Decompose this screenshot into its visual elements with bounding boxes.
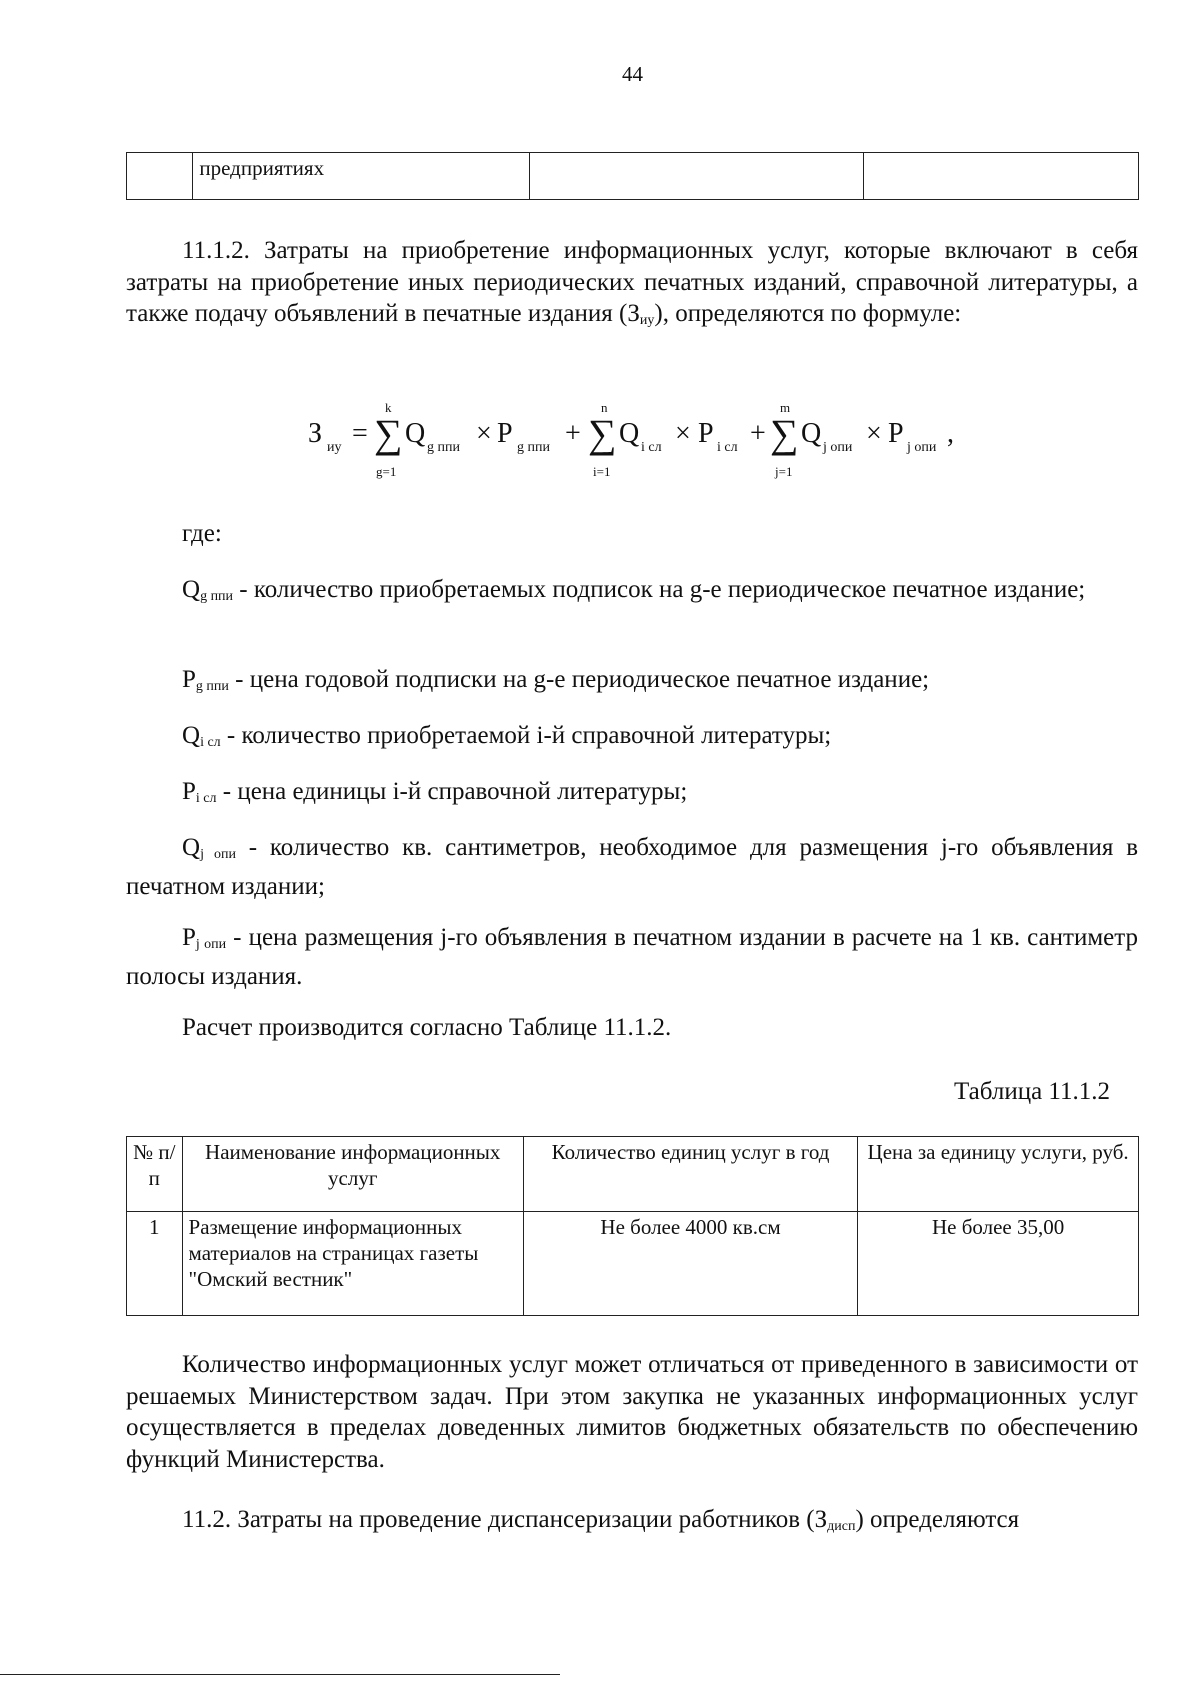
formula-q: Q <box>405 418 426 449</box>
header-cell: Цена за единицу услуги, руб. <box>858 1137 1139 1212</box>
formula-comma: , <box>947 418 954 449</box>
table-cell: Не более 4000 кв.см <box>523 1212 857 1316</box>
formula-p: P <box>698 418 714 449</box>
paragraph-quantity-note: Количество информационных услуг может отличаться от приведенного в зависимости от решаемых Министерством задач. При этом закупка не указанных информационных услуг осуществляется в пределах доведенных лимитов бюджетных обязательств по обеспечению функций Министерства. <box>126 1351 1138 1473</box>
sum-upper-limit: n <box>601 400 608 415</box>
symbol: P <box>182 778 196 805</box>
formula-p-sub: i сл <box>717 440 738 455</box>
formula-times: × <box>866 418 882 449</box>
table-cell: 1 <box>127 1212 183 1316</box>
cell-empty <box>127 153 193 200</box>
subscript: j опи <box>200 847 236 862</box>
sigma-symbol: ∑ <box>770 411 799 456</box>
symbol: P <box>182 924 196 951</box>
page-number: 44 <box>622 62 643 86</box>
definition-q-g <box>126 574 1138 613</box>
formula-plus: + <box>750 418 766 449</box>
calc-note: Расчет производится согласно Таблице 11.1.2. <box>182 1014 672 1041</box>
sum-upper-limit: k <box>385 400 392 415</box>
symbol: Q <box>182 722 201 749</box>
sum-lower-limit: j=1 <box>775 464 793 479</box>
table-cell: Не более 35,00 <box>858 1212 1139 1316</box>
formula-p-sub: g ппи <box>517 440 550 455</box>
sum-lower-limit: i=1 <box>593 464 611 479</box>
definition-p-i <box>182 776 687 814</box>
sigma-symbol: ∑ <box>588 411 617 456</box>
definition-q-i <box>182 720 831 758</box>
formula-p-sub: j опи <box>907 440 937 455</box>
paragraph-text: ), определяются по формуле: <box>654 300 962 327</box>
definition-text: - цена годовой подписки на g-е периодическое печатное издание; <box>228 666 930 693</box>
formula-q: Q <box>619 418 640 449</box>
symbol: Q <box>182 834 201 861</box>
definition-text: - количество приобретаемых подписок на g-е периодическое печатное издание; <box>233 576 1086 603</box>
sum-lower-limit: g=1 <box>376 464 397 479</box>
subscript: дисп <box>827 1519 856 1534</box>
subscript: j опи <box>195 937 227 952</box>
continuation-table <box>126 152 1139 200</box>
formula-q-sub: i сл <box>641 440 662 455</box>
symbol: P <box>182 666 196 693</box>
formula-plus: + <box>565 418 581 449</box>
header-cell: Количество единиц услуг в год <box>523 1137 857 1212</box>
formula-q: Q <box>801 418 822 449</box>
paragraph-text: ) определяются <box>855 1506 1020 1533</box>
sigma-symbol: ∑ <box>374 411 403 456</box>
cell-empty <box>863 153 1138 200</box>
subscript: g ппи <box>195 679 229 694</box>
cell-text: предприятиях <box>193 153 530 200</box>
definition-p-g <box>182 664 929 702</box>
formula-lhs: З <box>308 418 323 449</box>
definition-text: - цена размещения j-го объявления в печатном издании в расчете на 1 кв. сантиметр полосы издания. <box>126 924 1139 990</box>
formula-equals: = <box>352 418 368 449</box>
symbol: Q <box>182 576 201 603</box>
header-cell: Наименование информационных услуг <box>182 1137 523 1212</box>
subscript: иу <box>639 313 655 328</box>
formula-lhs-sub: иу <box>327 440 342 455</box>
bottom-divider <box>0 1674 560 1675</box>
header-cell: № п/п <box>127 1137 183 1212</box>
paragraph-text: 11.1.2. Затраты на приобретение информационных услуг, которые включают в себя затраты на приобретение иных периодических печатных изданий, справочной литературы, а также подачу объявлений в печатные издания (З <box>126 237 1138 327</box>
formula-times: × <box>476 418 492 449</box>
formula-q-sub: g ппи <box>427 440 460 455</box>
services-table <box>126 1136 1139 1316</box>
sum-upper-limit: m <box>780 400 791 415</box>
table-caption: Таблица 11.1.2 <box>954 1078 1110 1105</box>
table-row <box>127 1212 1139 1316</box>
formula-q-sub: j опи <box>823 440 853 455</box>
cell-empty <box>530 153 863 200</box>
subscript: i сл <box>200 735 221 750</box>
definition-text: - количество приобретаемой i-й справочной литературы; <box>220 722 832 749</box>
definition-text: - количество кв. сантиметров, необходимое для размещения j-го объявления в печатном издании; <box>126 834 1139 900</box>
paragraph-11-2 <box>126 1504 1138 1543</box>
subscript: i сл <box>195 791 217 806</box>
paragraph-11-1-2 <box>126 235 1138 337</box>
paragraph-text: 11.2. Затраты на проведение диспансеризации работников (З <box>182 1506 828 1533</box>
definition-q-j <box>126 832 1138 902</box>
formula-p: P <box>497 418 513 449</box>
formula-times: × <box>675 418 691 449</box>
definition-text: - цена единицы i-й справочной литературы; <box>216 778 688 805</box>
table-header-row <box>127 1137 1139 1212</box>
table-cell: Размещение информационных материалов на страницах газеты "Омский вестник" <box>182 1212 523 1316</box>
subscript: g ппи <box>200 589 234 604</box>
definition-p-j <box>126 922 1138 992</box>
where-label: где: <box>182 520 222 547</box>
formula-p: P <box>888 418 904 449</box>
